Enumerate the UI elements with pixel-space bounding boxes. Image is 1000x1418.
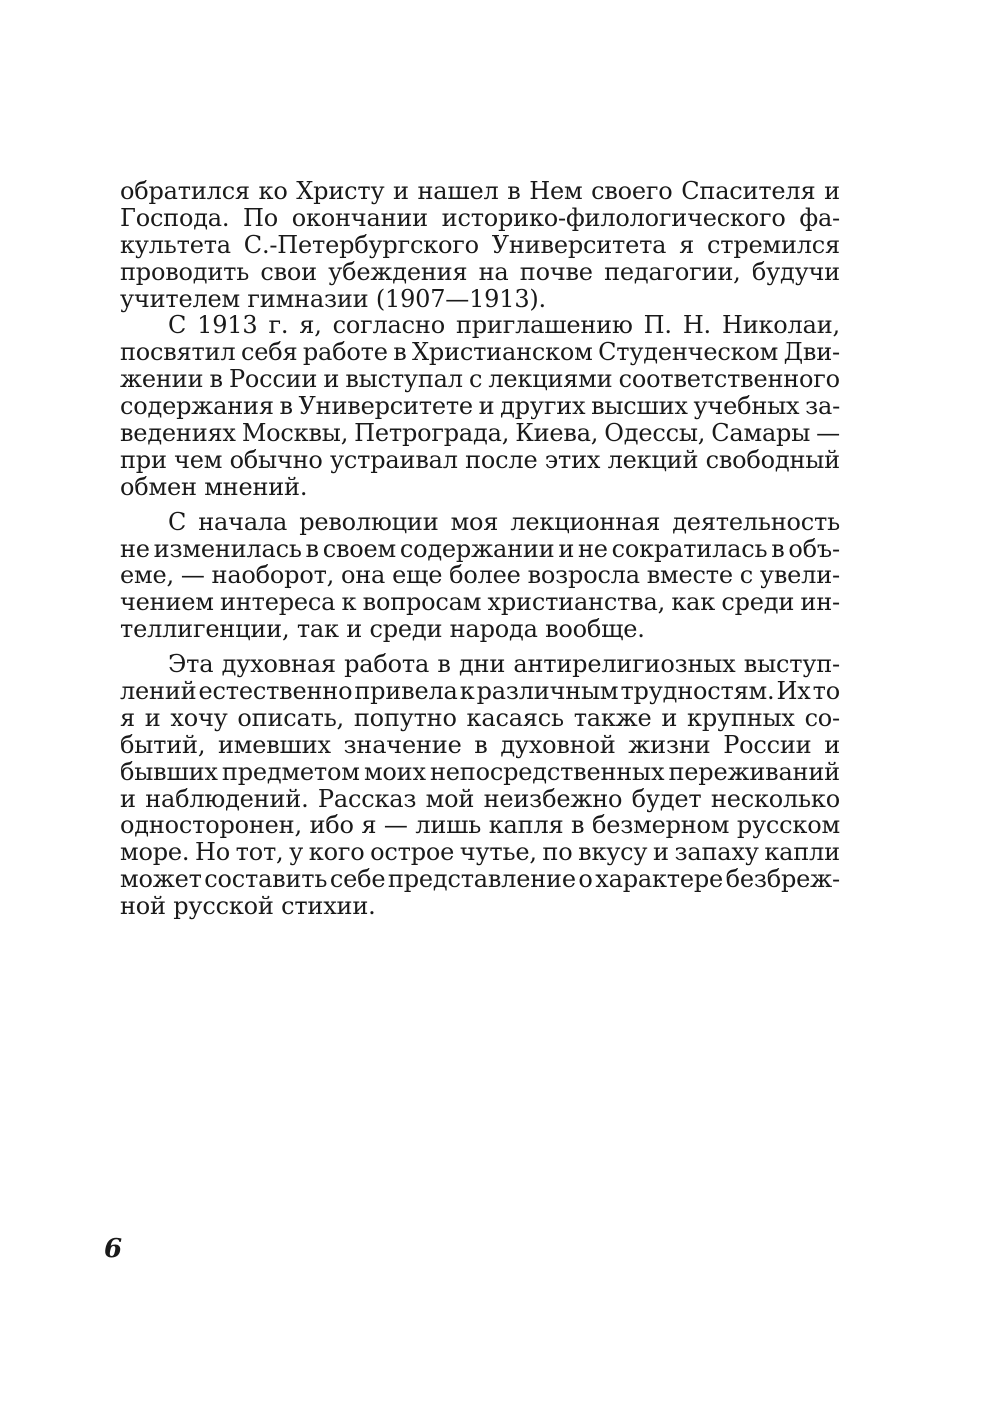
text-line: ведениях Москвы, Петрограда, Киева, Одессы, Самары — bbox=[120, 419, 840, 448]
text-line: море. Но тот, у кого острое чутье, по вкусу и запаху капли bbox=[120, 838, 840, 867]
text-line: может составить себе представление о характере безбреж- bbox=[120, 865, 840, 894]
text-line: обратился ко Христу и нашел в Нем своего Спасителя и bbox=[120, 177, 840, 205]
text-line: лений естественно привела к различным трудностям. Их то bbox=[120, 677, 840, 706]
body-text bbox=[120, 178, 840, 920]
text-line: С начала революции моя лекционная деятельность bbox=[168, 507, 840, 536]
text-line: культета С.-Петербургского Университета я стремился bbox=[120, 230, 840, 259]
paragraph bbox=[120, 509, 840, 643]
text-line: содержания в Университете и других высших учебных за- bbox=[120, 392, 840, 421]
text-line: Эта духовная работа в дни антирелигиозных выступ- bbox=[168, 650, 840, 679]
paragraph bbox=[120, 651, 840, 920]
text-line: я и хочу описать, попутно касаясь также и крупных со- bbox=[120, 703, 840, 732]
text-line: бытий, имевших значение в духовной жизни России и bbox=[120, 730, 840, 759]
text-line: еме, — наоборот, она еще более возросла вместе с увели- bbox=[120, 561, 840, 590]
paragraph bbox=[120, 178, 840, 312]
text-line: жении в России и выступал с лекциями соответственного bbox=[120, 365, 840, 394]
text-line: не изменилась в своем содержании и не сократилась в объ- bbox=[120, 534, 840, 563]
text-line: чением интереса к вопросам христианства, как среди ин- bbox=[120, 588, 840, 617]
text-line: посвятил себя работе в Христианском Студенческом Дви- bbox=[120, 338, 840, 367]
paragraph bbox=[120, 312, 840, 500]
text-line: учителем гимназии (1907—1913). bbox=[120, 284, 546, 313]
text-line: Господа. По окончании историко-филологического фа- bbox=[120, 203, 840, 232]
text-line: проводить свои убеждения на почве педагогии, будучи bbox=[120, 257, 840, 286]
text-line: обмен мнений. bbox=[120, 472, 308, 501]
text-line: односторонен, ибо я — лишь капля в безмерном русском bbox=[120, 811, 840, 840]
text-line: теллигенции, так и среди народа вообще. bbox=[120, 615, 645, 644]
text-line: С 1913 г. я, согласно приглашению П. Н. Николаи, bbox=[168, 311, 840, 340]
page-number: 6 bbox=[104, 1234, 123, 1264]
text-line: ной русской стихии. bbox=[120, 892, 376, 921]
text-line: при чем обычно устраивал после этих лекций свободный bbox=[120, 445, 840, 474]
text-line: и наблюдений. Рассказ мой неизбежно будет несколько bbox=[120, 784, 840, 813]
text-line: бывших предметом моих непосредственных переживаний bbox=[120, 757, 840, 786]
